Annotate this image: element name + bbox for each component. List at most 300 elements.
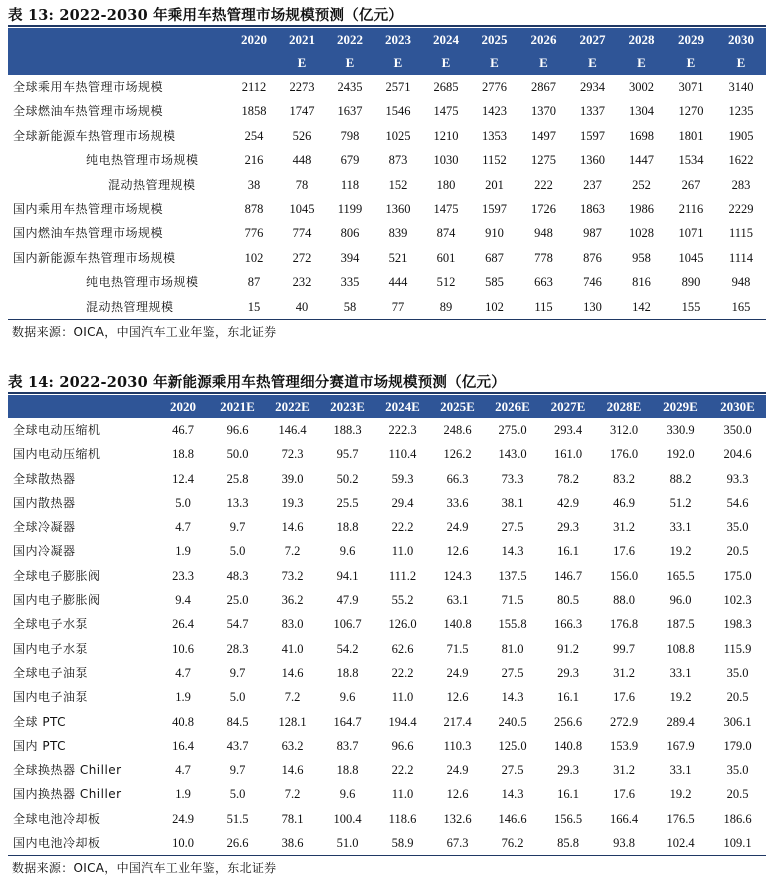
header-cell: 2023 bbox=[374, 28, 422, 51]
table-row bbox=[8, 734, 766, 758]
cell-value: 4.7 bbox=[175, 763, 191, 778]
cell-value: 94.1 bbox=[336, 568, 359, 583]
cell-value: 165.5 bbox=[666, 568, 695, 583]
table-14-source: 数据来源：OICA，中国汽车工业年鉴，东北证券 bbox=[12, 861, 277, 875]
cell-value: 1546 bbox=[385, 104, 411, 119]
cell-value: 58.9 bbox=[375, 831, 430, 856]
cell-value: 201 bbox=[485, 177, 504, 192]
table-row bbox=[8, 807, 766, 831]
row-label: 国内电子油泵 bbox=[13, 690, 89, 705]
cell-value: 35.0 bbox=[726, 763, 749, 778]
cell-value: 130 bbox=[568, 295, 617, 320]
cell-value: 96.6 bbox=[226, 423, 249, 437]
cell-value: 187.5 bbox=[666, 617, 695, 632]
header-cell: E bbox=[326, 51, 374, 75]
cell-value: 51.5 bbox=[226, 811, 249, 826]
cell-value: 3002 bbox=[617, 75, 666, 100]
cell-value: 20.5 bbox=[726, 690, 749, 705]
cell-value: 16.1 bbox=[557, 690, 579, 705]
cell-value: 63.2 bbox=[281, 738, 304, 753]
cell-value: 24.9 bbox=[446, 520, 469, 535]
row-label: 全球冷凝器 bbox=[13, 520, 76, 535]
cell-value: 1337 bbox=[580, 104, 605, 119]
row-label: 全球电子膨胀阀 bbox=[13, 568, 101, 583]
cell-value: 1114 bbox=[728, 250, 754, 265]
cell-value: 1905 bbox=[728, 128, 754, 143]
cell-value: 9.4 bbox=[175, 593, 191, 608]
cell-value: 46.7 bbox=[172, 423, 194, 437]
cell-value: 2112 bbox=[230, 75, 278, 100]
row-label: 国内电池冷却板 bbox=[8, 831, 156, 856]
cell-value: 1025 bbox=[385, 128, 411, 143]
cell-value: 115.9 bbox=[723, 641, 752, 656]
row-label: 全球 PTC bbox=[13, 714, 67, 729]
cell-value: 51.0 bbox=[320, 831, 375, 856]
cell-value: 41.0 bbox=[281, 641, 304, 656]
cell-value: 93.3 bbox=[726, 471, 749, 486]
header-cell: E bbox=[422, 51, 470, 75]
cell-value: 839 bbox=[388, 226, 408, 241]
cell-value: 179.0 bbox=[723, 738, 752, 753]
header-cell: 2024 bbox=[422, 28, 470, 51]
cell-value: 38 bbox=[247, 177, 261, 192]
table-row bbox=[8, 588, 766, 612]
cell-value: 1370 bbox=[531, 104, 556, 119]
cell-value: 778 bbox=[534, 250, 553, 265]
cell-value: 88.2 bbox=[669, 471, 692, 486]
header-cell: 2030 bbox=[716, 28, 766, 51]
cell-value: 38.1 bbox=[501, 495, 524, 510]
cell-value: 31.2 bbox=[613, 763, 635, 778]
cell-value: 39.0 bbox=[281, 471, 304, 486]
header-cell: 2022 bbox=[326, 28, 374, 51]
table-row bbox=[8, 782, 766, 806]
cell-value: 91.2 bbox=[557, 641, 579, 656]
cell-value: 7.2 bbox=[284, 690, 301, 705]
cell-value: 12.6 bbox=[446, 690, 469, 705]
cell-value: 85.8 bbox=[540, 831, 596, 856]
cell-value: 29.3 bbox=[557, 665, 579, 680]
cell-value: 1028 bbox=[629, 226, 654, 241]
cell-value: 176.0 bbox=[609, 447, 639, 462]
cell-value: 73.2 bbox=[281, 568, 304, 583]
cell-value: 72.3 bbox=[281, 447, 304, 462]
cell-value: 26.4 bbox=[172, 617, 194, 632]
header-cell: 2020 bbox=[230, 28, 278, 51]
cell-value: 66.3 bbox=[446, 471, 469, 486]
cell-value: 12.6 bbox=[446, 787, 469, 802]
row-label: 混动热管理规模 bbox=[8, 295, 230, 320]
table-14-top-rule bbox=[8, 392, 766, 394]
cell-value: 15 bbox=[230, 295, 278, 320]
cell-value: 2867 bbox=[519, 75, 568, 100]
cell-value: 816 bbox=[632, 275, 651, 290]
header-cell: 2025E bbox=[430, 395, 485, 418]
cell-value: 175.0 bbox=[723, 568, 752, 583]
cell-value: 3071 bbox=[666, 75, 716, 100]
cell-value: 67.3 bbox=[430, 831, 485, 856]
cell-value: 1275 bbox=[531, 153, 556, 168]
cell-value: 176.5 bbox=[666, 811, 695, 826]
header-cell: 2023E bbox=[320, 395, 375, 418]
cell-value: 96.0 bbox=[669, 593, 692, 608]
table-row bbox=[8, 197, 766, 221]
cell-value: 24.9 bbox=[446, 665, 469, 680]
cell-value: 156.5 bbox=[553, 811, 583, 826]
cell-value: 12.6 bbox=[446, 544, 469, 559]
header-cell: 2024E bbox=[375, 395, 430, 418]
cell-value: 146.4 bbox=[278, 423, 307, 437]
row-label: 国内散热器 bbox=[13, 495, 76, 510]
cell-value: 17.6 bbox=[613, 544, 635, 559]
cell-value: 87 bbox=[247, 275, 261, 290]
cell-value: 746 bbox=[583, 275, 602, 290]
table-row bbox=[8, 661, 766, 685]
cell-value: 1597 bbox=[580, 128, 605, 143]
table-13-header-row bbox=[8, 28, 766, 51]
cell-value: 118.6 bbox=[388, 811, 417, 826]
cell-value: 29.3 bbox=[557, 763, 579, 778]
cell-value: 11.0 bbox=[391, 787, 414, 802]
cell-value: 512 bbox=[436, 275, 456, 290]
cell-value: 1447 bbox=[629, 153, 654, 168]
cell-value: 14.6 bbox=[281, 665, 304, 680]
cell-value: 948 bbox=[731, 275, 751, 290]
cell-value: 89 bbox=[422, 295, 470, 320]
cell-value: 679 bbox=[340, 153, 360, 168]
cell-value: 24.9 bbox=[172, 811, 194, 826]
cell-value: 1115 bbox=[728, 226, 754, 241]
cell-value: 126.2 bbox=[443, 447, 472, 462]
cell-value: 232 bbox=[292, 275, 312, 290]
cell-value: 25.5 bbox=[336, 495, 359, 510]
cell-value: 155 bbox=[666, 295, 716, 320]
cell-value: 798 bbox=[340, 128, 360, 143]
cell-value: 27.5 bbox=[501, 763, 524, 778]
cell-value: 1475 bbox=[433, 104, 459, 119]
cell-value: 14.3 bbox=[501, 787, 524, 802]
header-cell: 2027 bbox=[568, 28, 617, 51]
cell-value: 2229 bbox=[728, 202, 754, 217]
cell-value: 47.9 bbox=[336, 593, 359, 608]
cell-value: 335 bbox=[340, 275, 360, 290]
cell-value: 222 bbox=[534, 177, 553, 192]
table-row bbox=[8, 99, 766, 123]
cell-value: 156.0 bbox=[609, 568, 639, 583]
cell-value: 1270 bbox=[678, 104, 704, 119]
cell-value: 1475 bbox=[433, 202, 459, 217]
cell-value: 152 bbox=[388, 177, 408, 192]
row-label: 全球电池冷却板 bbox=[13, 811, 101, 826]
cell-value: 111.2 bbox=[388, 568, 417, 583]
cell-value: 1210 bbox=[433, 128, 459, 143]
cell-value: 14.6 bbox=[281, 763, 304, 778]
cell-value: 2776 bbox=[470, 75, 519, 100]
cell-value: 9.7 bbox=[229, 763, 246, 778]
cell-value: 526 bbox=[292, 128, 312, 143]
cell-value: 31.2 bbox=[613, 665, 635, 680]
cell-value: 165 bbox=[716, 295, 766, 320]
cell-value: 83.0 bbox=[281, 617, 304, 632]
row-label: 全球电动压缩机 bbox=[13, 423, 101, 437]
cell-value: 22.2 bbox=[391, 665, 414, 680]
cell-value: 54.2 bbox=[336, 641, 359, 656]
cell-value: 13.3 bbox=[226, 495, 249, 510]
header-cell bbox=[8, 28, 230, 51]
cell-value: 2571 bbox=[374, 75, 422, 100]
cell-value: 1597 bbox=[482, 202, 507, 217]
row-label: 国内电动压缩机 bbox=[13, 447, 101, 462]
cell-value: 71.5 bbox=[446, 641, 469, 656]
cell-value: 96.6 bbox=[391, 738, 414, 753]
cell-value: 161.0 bbox=[553, 447, 583, 462]
cell-value: 7.2 bbox=[284, 544, 301, 559]
cell-value: 17.6 bbox=[613, 690, 635, 705]
cell-value: 9.6 bbox=[339, 544, 356, 559]
cell-value: 1801 bbox=[678, 128, 704, 143]
table-13-source: 数据来源：OICA，中国汽车工业年鉴，东北证券 bbox=[12, 325, 277, 339]
cell-value: 7.2 bbox=[284, 787, 301, 802]
cell-value: 1698 bbox=[629, 128, 654, 143]
cell-value: 1030 bbox=[433, 153, 459, 168]
header-cell: 2020 bbox=[156, 395, 210, 418]
header-cell: 2029E bbox=[652, 395, 709, 418]
row-label: 全球电子水泵 bbox=[13, 617, 89, 632]
cell-value: 102 bbox=[470, 295, 519, 320]
cell-value: 2685 bbox=[422, 75, 470, 100]
row-label: 全球散热器 bbox=[13, 471, 76, 486]
cell-value: 27.5 bbox=[501, 520, 524, 535]
table-row bbox=[8, 221, 766, 245]
cell-value: 48.3 bbox=[226, 568, 249, 583]
cell-value: 1199 bbox=[337, 202, 363, 217]
cell-value: 1071 bbox=[678, 226, 704, 241]
cell-value: 143.0 bbox=[498, 447, 527, 462]
cell-value: 1726 bbox=[531, 202, 556, 217]
cell-value: 194.4 bbox=[388, 714, 417, 729]
header-cell: E bbox=[470, 51, 519, 75]
table-row bbox=[8, 637, 766, 661]
cell-value: 38.6 bbox=[265, 831, 320, 856]
table-row bbox=[8, 515, 766, 539]
table-row bbox=[8, 246, 766, 270]
cell-value: 18.8 bbox=[336, 665, 359, 680]
cell-value: 146.6 bbox=[498, 811, 527, 826]
cell-value: 76.2 bbox=[485, 831, 540, 856]
table-row bbox=[8, 467, 766, 491]
cell-value: 28.3 bbox=[226, 641, 249, 656]
cell-value: 77 bbox=[374, 295, 422, 320]
cell-value: 192.0 bbox=[666, 447, 695, 462]
table-row bbox=[8, 75, 766, 100]
table-13-top-rule bbox=[8, 25, 766, 27]
cell-value: 12.4 bbox=[172, 471, 194, 486]
row-label: 全球乘用车热管理市场规模 bbox=[8, 75, 230, 100]
table-13-header-row bbox=[8, 51, 766, 75]
header-cell: 2022E bbox=[265, 395, 320, 418]
cell-value: 16.1 bbox=[557, 787, 579, 802]
cell-value: 33.1 bbox=[669, 520, 692, 535]
table-row bbox=[8, 124, 766, 148]
header-cell: 2026 bbox=[519, 28, 568, 51]
cell-value: 140.8 bbox=[443, 617, 472, 632]
row-label: 国内电子水泵 bbox=[13, 641, 89, 656]
cell-value: 124.3 bbox=[443, 568, 472, 583]
cell-value: 36.2 bbox=[281, 593, 304, 608]
cell-value: 1235 bbox=[728, 104, 754, 119]
row-label: 全球电子油泵 bbox=[13, 665, 89, 680]
cell-value: 29.4 bbox=[391, 495, 414, 510]
cell-value: 222.3 bbox=[388, 423, 417, 437]
cell-value: 109.1 bbox=[709, 831, 766, 856]
cell-value: 54.6 bbox=[726, 495, 749, 510]
cell-value: 188.3 bbox=[333, 423, 362, 437]
cell-value: 40.8 bbox=[172, 714, 194, 729]
cell-value: 4.7 bbox=[175, 665, 191, 680]
header-cell bbox=[230, 51, 278, 75]
cell-value: 330.9 bbox=[666, 423, 695, 437]
cell-value: 78.1 bbox=[281, 811, 304, 826]
table-row bbox=[8, 491, 766, 515]
cell-value: 84.5 bbox=[226, 714, 249, 729]
cell-value: 237 bbox=[583, 177, 602, 192]
cell-value: 267 bbox=[681, 177, 701, 192]
cell-value: 118 bbox=[340, 177, 360, 192]
cell-value: 24.9 bbox=[446, 763, 469, 778]
cell-value: 25.0 bbox=[226, 593, 249, 608]
cell-value: 1045 bbox=[289, 202, 315, 217]
cell-value: 78.2 bbox=[557, 471, 579, 486]
table-14-title: 表 14: 2022-2030 年新能源乘用车热管理细分赛道市场规模预测（亿元） bbox=[8, 374, 506, 391]
table-row bbox=[8, 564, 766, 588]
cell-value: 256.6 bbox=[553, 714, 583, 729]
cell-value: 22.2 bbox=[391, 520, 414, 535]
table-row bbox=[8, 295, 766, 320]
table-13 bbox=[8, 28, 766, 320]
cell-value: 102.4 bbox=[652, 831, 709, 856]
cell-value: 164.7 bbox=[333, 714, 362, 729]
cell-value: 1423 bbox=[482, 104, 507, 119]
cell-value: 167.9 bbox=[666, 738, 695, 753]
cell-value: 5.0 bbox=[229, 690, 246, 705]
cell-value: 125.0 bbox=[498, 738, 527, 753]
cell-value: 26.6 bbox=[210, 831, 265, 856]
cell-value: 25.8 bbox=[226, 471, 249, 486]
cell-value: 16.4 bbox=[172, 738, 194, 753]
cell-value: 55.2 bbox=[391, 593, 414, 608]
cell-value: 186.6 bbox=[723, 811, 752, 826]
cell-value: 106.7 bbox=[333, 617, 362, 632]
cell-value: 601 bbox=[436, 250, 456, 265]
cell-value: 137.5 bbox=[498, 568, 527, 583]
cell-value: 33.6 bbox=[446, 495, 469, 510]
cell-value: 31.2 bbox=[613, 520, 635, 535]
cell-value: 81.0 bbox=[501, 641, 524, 656]
cell-value: 1863 bbox=[580, 202, 605, 217]
cell-value: 240.5 bbox=[498, 714, 527, 729]
header-cell: 2029 bbox=[666, 28, 716, 51]
table-row bbox=[8, 685, 766, 709]
cell-value: 448 bbox=[292, 153, 312, 168]
cell-value: 27.5 bbox=[501, 665, 524, 680]
cell-value: 1534 bbox=[678, 153, 704, 168]
row-label: 国内冷凝器 bbox=[13, 544, 76, 559]
cell-value: 59.3 bbox=[391, 471, 414, 486]
header-cell bbox=[8, 395, 156, 418]
cell-value: 40 bbox=[278, 295, 326, 320]
cell-value: 29.3 bbox=[557, 520, 579, 535]
cell-value: 5.0 bbox=[175, 495, 191, 510]
cell-value: 22.2 bbox=[391, 763, 414, 778]
row-label: 全球换热器 Chiller bbox=[13, 763, 122, 778]
row-label: 纯电热管理市场规模 bbox=[86, 275, 199, 290]
header-cell: E bbox=[519, 51, 568, 75]
cell-value: 306.1 bbox=[723, 714, 752, 729]
cell-value: 35.0 bbox=[726, 520, 749, 535]
table-row bbox=[8, 539, 766, 563]
header-cell: E bbox=[716, 51, 766, 75]
cell-value: 873 bbox=[388, 153, 408, 168]
cell-value: 54.7 bbox=[226, 617, 249, 632]
cell-value: 155.8 bbox=[498, 617, 527, 632]
cell-value: 1858 bbox=[241, 104, 267, 119]
header-cell: E bbox=[617, 51, 666, 75]
cell-value: 14.3 bbox=[501, 690, 524, 705]
table-14-header-row bbox=[8, 395, 766, 418]
cell-value: 272.9 bbox=[609, 714, 639, 729]
cell-value: 217.4 bbox=[443, 714, 472, 729]
row-label: 国内燃油车热管理市场规模 bbox=[13, 226, 164, 241]
cell-value: 17.6 bbox=[613, 787, 635, 802]
cell-value: 16.1 bbox=[557, 544, 579, 559]
cell-value: 108.8 bbox=[666, 641, 695, 656]
cell-value: 283 bbox=[731, 177, 751, 192]
table-13-title: 表 13: 2022-2030 年乘用车热管理市场规模预测（亿元） bbox=[8, 7, 404, 24]
header-cell: 2027E bbox=[540, 395, 596, 418]
cell-value: 1360 bbox=[385, 202, 411, 217]
cell-value: 198.3 bbox=[723, 617, 752, 632]
cell-value: 110.3 bbox=[443, 738, 472, 753]
cell-value: 9.6 bbox=[339, 690, 356, 705]
cell-value: 35.0 bbox=[726, 665, 749, 680]
cell-value: 50.2 bbox=[336, 471, 359, 486]
cell-value: 293.4 bbox=[553, 423, 583, 437]
cell-value: 23.3 bbox=[172, 568, 194, 583]
table-14 bbox=[8, 395, 766, 856]
header-cell: E bbox=[278, 51, 326, 75]
row-label: 国内新能源车热管理市场规模 bbox=[13, 250, 176, 265]
row-label: 国内 PTC bbox=[13, 738, 67, 753]
cell-value: 14.3 bbox=[501, 544, 524, 559]
cell-value: 33.1 bbox=[669, 763, 692, 778]
row-label: 混动热管理规模 bbox=[108, 177, 196, 192]
cell-value: 50.0 bbox=[226, 447, 249, 462]
cell-value: 1353 bbox=[482, 128, 507, 143]
cell-value: 1.9 bbox=[175, 690, 191, 705]
cell-value: 11.0 bbox=[391, 690, 414, 705]
cell-value: 95.7 bbox=[336, 447, 359, 462]
cell-value: 20.5 bbox=[726, 544, 749, 559]
cell-value: 948 bbox=[534, 226, 553, 241]
cell-value: 102 bbox=[244, 250, 264, 265]
table-row bbox=[8, 270, 766, 294]
cell-value: 2273 bbox=[278, 75, 326, 100]
cell-value: 1622 bbox=[728, 153, 754, 168]
row-label: 国内换热器 Chiller bbox=[13, 787, 122, 802]
cell-value: 18.8 bbox=[172, 447, 194, 462]
cell-value: 890 bbox=[681, 275, 701, 290]
header-cell: 2026E bbox=[485, 395, 540, 418]
